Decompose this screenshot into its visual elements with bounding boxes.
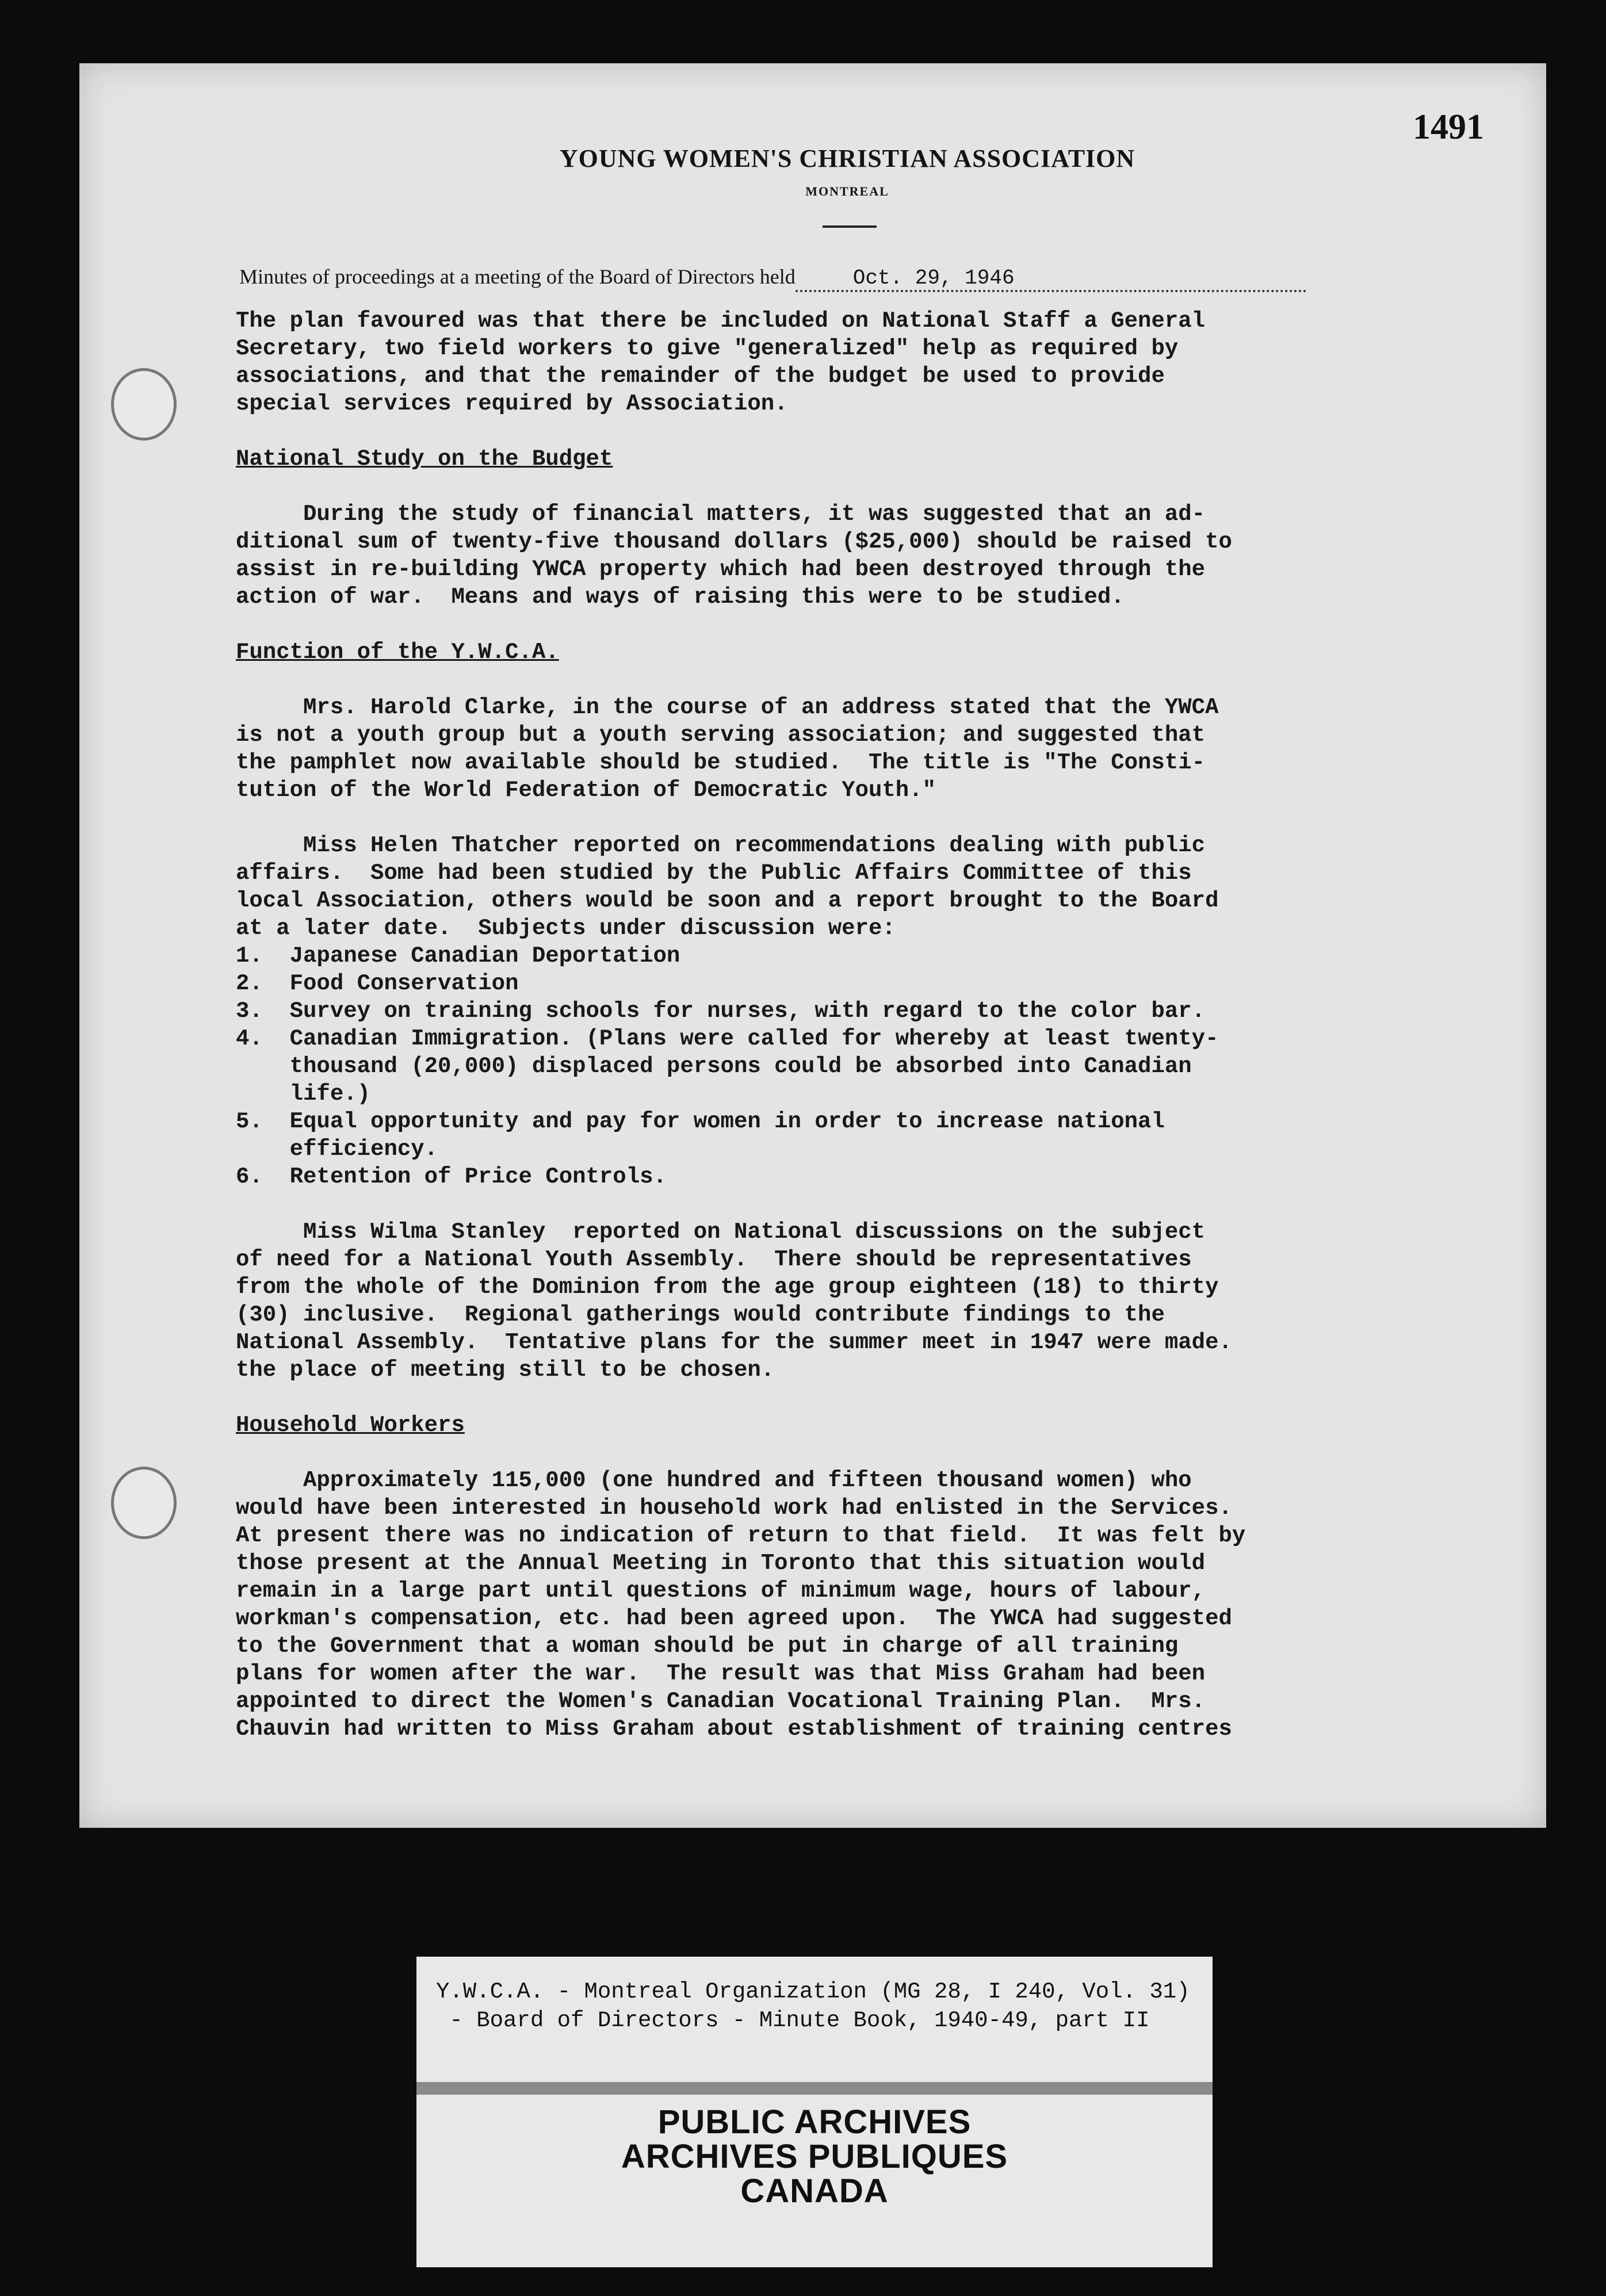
minutes-label: Minutes of proceedings at a meeting of the Board of Directors held (239, 265, 796, 288)
text-line: action of war. Means and ways of raising this were to be studied. (236, 584, 1125, 610)
text-line: at a later date. Subjects under discussion were: (236, 916, 896, 941)
text-line: of need for a National Youth Assembly. There should be representatives (236, 1247, 1192, 1272)
paragraph-gap (236, 418, 1519, 445)
stamp-line-1: PUBLIC ARCHIVES (657, 2103, 972, 2141)
paragraph-gap (236, 473, 1519, 500)
organization-city: MONTREAL (805, 184, 889, 198)
text-line: Secretary, two field workers to give "generalized" help as required by (236, 336, 1179, 361)
text-line: the place of meeting still to be chosen. (236, 1357, 775, 1383)
paragraph (236, 307, 1519, 418)
text-line: Approximately 115,000 (one hundred and fifteen thousand women) who (236, 1468, 1192, 1493)
text-line: is not a youth group but a youth serving association; and suggested that (236, 722, 1206, 748)
text-line: Chauvin had written to Miss Graham about establishment of training centres (236, 1716, 1232, 1742)
section-heading: National Study on the Budget (236, 446, 613, 472)
citation-line-1: Y.W.C.A. - Montreal Organization (MG 28, I 240, Vol. 31) (436, 1979, 1190, 2004)
text-line: those present at the Annual Meeting in Toronto that this situation would (236, 1551, 1206, 1576)
section-heading: Household Workers (236, 1413, 465, 1438)
paragraph-gap (236, 611, 1519, 638)
text-line: plans for women after the war. The result was that Miss Graham had been (236, 1661, 1206, 1686)
text-line: special services required by Association. (236, 391, 788, 416)
text-line: 4. Canadian Immigration. (Plans were called for whereby at least twenty- (236, 1026, 1219, 1051)
text-line: During the study of financial matters, it was suggested that an ad- (236, 502, 1206, 527)
page-number: 1491 (1413, 108, 1484, 147)
minutes-header (239, 265, 1476, 292)
text-line: local Association, others would be soon and a report brought to the Board (236, 888, 1219, 913)
stamp-line-3: CANADA (740, 2172, 889, 2210)
archive-citation (436, 1977, 1190, 2035)
text-line: to the Government that a woman should be put in charge of all training (236, 1633, 1179, 1659)
text-line: affairs. Some had been studied by the Public Affairs Committee of this (236, 860, 1192, 886)
text-line: remain in a large part until questions of minimum wage, hours of labour, (236, 1578, 1206, 1604)
document-page (79, 63, 1546, 1828)
text-line: At present there was no indication of return to that field. It was felt by (236, 1523, 1246, 1548)
paragraph (236, 500, 1519, 611)
text-line: Miss Wilma Stanley reported on National discussions on the subject (236, 1219, 1206, 1245)
text-line: ditional sum of twenty-five thousand dollars ($25,000) should be raised to (236, 529, 1232, 554)
text-line: The plan favoured was that there be included on National Staff a General (236, 308, 1206, 334)
text-line: 3. Survey on training schools for nurses, with regard to the color bar. (236, 998, 1206, 1024)
paragraph-gap (236, 804, 1519, 832)
paragraph-gap (236, 666, 1519, 694)
text-line: life.) (236, 1081, 371, 1107)
text-line: National Assembly. Tentative plans for the summer meet in 1947 were made. (236, 1330, 1232, 1355)
text-line: (30) inclusive. Regional gatherings would contribute findings to the (236, 1302, 1165, 1327)
archive-label (416, 1957, 1213, 2267)
text-line: 2. Food Conservation (236, 971, 519, 996)
punch-hole-bottom (111, 1467, 177, 1539)
text-line: workman's compensation, etc. had been agreed upon. The YWCA had suggested (236, 1606, 1232, 1631)
text-line: 6. Retention of Price Controls. (236, 1164, 667, 1189)
citation-line-2: - Board of Directors - Minute Book, 1940-49, part II (436, 2008, 1150, 2033)
meeting-date: Oct. 29, 1946 (796, 266, 1306, 292)
text-line: the pamphlet now available should be studied. The title is "The Consti- (236, 750, 1206, 775)
text-line: 5. Equal opportunity and pay for women in order to increase national (236, 1109, 1165, 1134)
header-rule (823, 225, 877, 228)
text-line: assist in re-building YWCA property which had been destroyed through the (236, 557, 1206, 582)
stamp-line-2: ARCHIVES PUBLIQUES (621, 2138, 1008, 2175)
text-line: appointed to direct the Women's Canadian Vocational Training Plan. Mrs. (236, 1689, 1206, 1714)
text-line: Miss Helen Thatcher reported on recommendations dealing with public (236, 833, 1206, 858)
label-divider (416, 2082, 1213, 2095)
paragraph (236, 694, 1519, 804)
paragraph (236, 1467, 1519, 1743)
text-line: 1. Japanese Canadian Deportation (236, 943, 680, 969)
paragraph-gap (236, 1384, 1519, 1411)
text-line: associations, and that the remainder of the budget be used to provide (236, 363, 1165, 389)
text-line: tution of the World Federation of Democratic Youth." (236, 778, 936, 803)
section-heading: Function of the Y.W.C.A. (236, 640, 559, 665)
text-line: efficiency. (236, 1136, 438, 1162)
text-line: from the whole of the Dominion from the age group eighteen (18) to thirty (236, 1275, 1219, 1300)
paragraph (236, 1218, 1519, 1384)
paragraph (236, 832, 1519, 1191)
text-line: Mrs. Harold Clarke, in the course of an address stated that the YWCA (236, 695, 1219, 720)
text-line: thousand (20,000) displaced persons could be absorbed into Canadian (236, 1054, 1192, 1079)
paragraph-gap (236, 1191, 1519, 1218)
paragraph-gap (236, 1439, 1519, 1467)
punch-hole-top (111, 368, 177, 441)
organization-title: YOUNG WOMEN'S CHRISTIAN ASSOCIATION (559, 144, 1135, 173)
archives-stamp (416, 2105, 1213, 2209)
minutes-body (236, 307, 1519, 1743)
text-line: would have been interested in household work had enlisted in the Services. (236, 1495, 1232, 1521)
